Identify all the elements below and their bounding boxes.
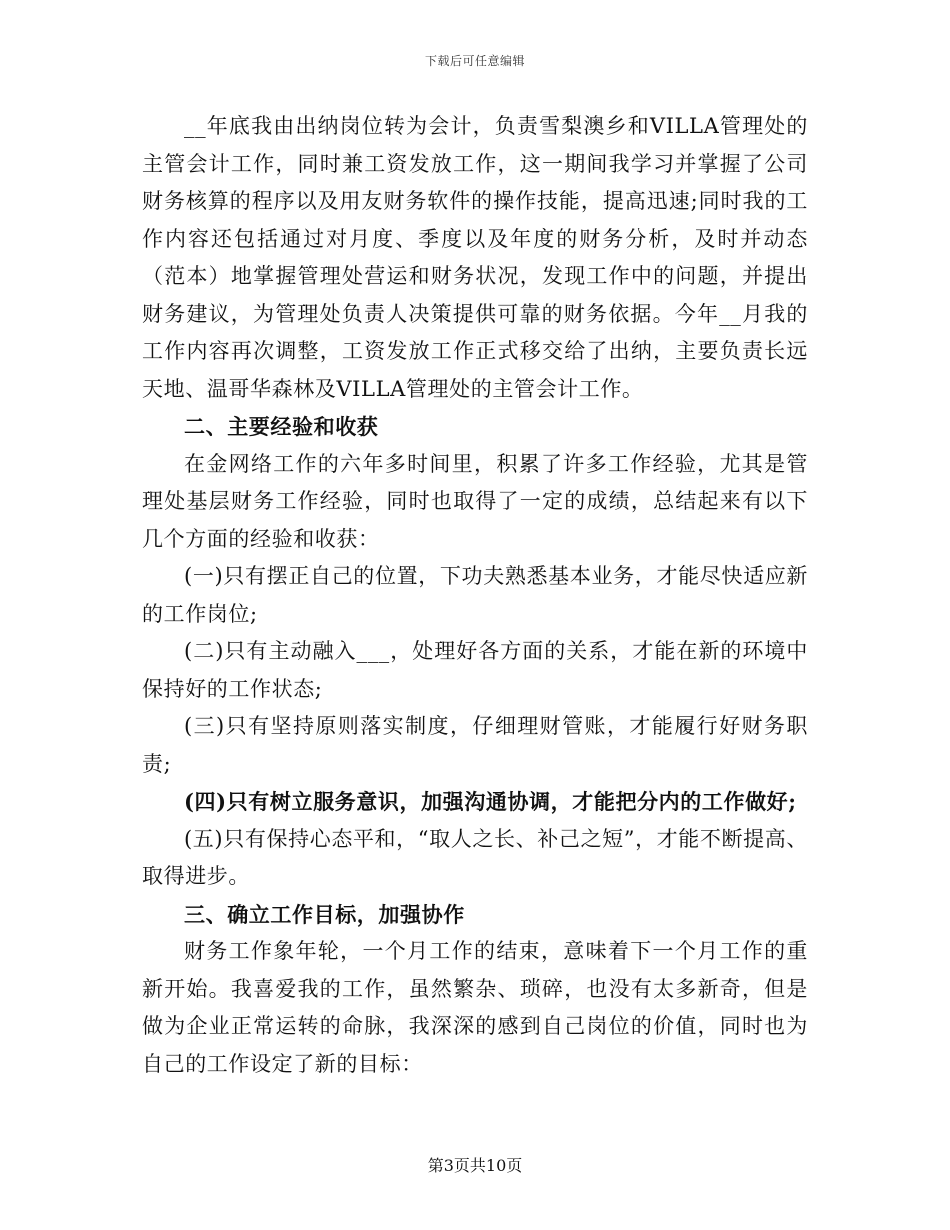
- list-item-3: (三)只有坚持原则落实制度，仔细理财管账，才能履行好财务职责;: [142, 714, 808, 776]
- section-heading-goals: 三、确立工作目标，加强协作: [184, 901, 465, 927]
- page-header: 下载后可任意编辑: [424, 54, 525, 68]
- paragraph-experience-intro: 在金网络工作的六年多时间里，积累了许多工作经验，尤其是管理处基层财务工作经验，同时也取得了一定的成绩，总结起来有以下几个方面的经验和收获：: [142, 451, 808, 551]
- document-body: [142, 108, 808, 1083]
- paragraph-goals: 财务工作象年轮，一个月工作的结束，意味着下一个月工作的重新开始。我喜爱我的工作，虽然繁杂、琐碎，也没有太多新奇，但是做为企业正常运转的命脉，我深深的感到自己岗位的价值，同时也为自己的工作设定了新的目标：: [142, 939, 808, 1076]
- list-item-1: (一)只有摆正自己的位置，下功夫熟悉基本业务，才能尽快适应新的工作岗位;: [142, 564, 808, 626]
- section-heading-experience: 二、主要经验和收获: [184, 414, 379, 439]
- list-item-2: (二)只有主动融入___，处理好各方面的关系，才能在新的环境中保持好的工作状态;: [142, 639, 808, 701]
- paragraph-work-history: __年底我由出纳岗位转为会计，负责雪梨澳乡和VILLA管理处的主管会计工作，同时兼工资发放工作，这一期间我学习并掌握了公司财务核算的程序以及用友财务软件的操作技能，提高迅速;同时我的工作内容还包括通过对月度、季度以及年度的财务分析，及时并动态（范本）地掌握管理处营运和财务状况，发现工作中的问题，并提出财务建议，为管理处负责人决策提供可靠的财务依据。今年__月我的工作内容再次调整，工资发放工作正式移交给了出纳，主要负责长远天地、温哥华森林及VILLA管理处的主管会计工作。: [142, 114, 808, 401]
- list-item-5: (五)只有保持心态平和，“取人之长、补己之短”，才能不断提高、取得进步。: [142, 826, 808, 888]
- page-number: 第3页共10页: [427, 1156, 523, 1175]
- list-item-4: (四)只有树立服务意识，加强沟通协调，才能把分内的工作做好;: [184, 789, 797, 814]
